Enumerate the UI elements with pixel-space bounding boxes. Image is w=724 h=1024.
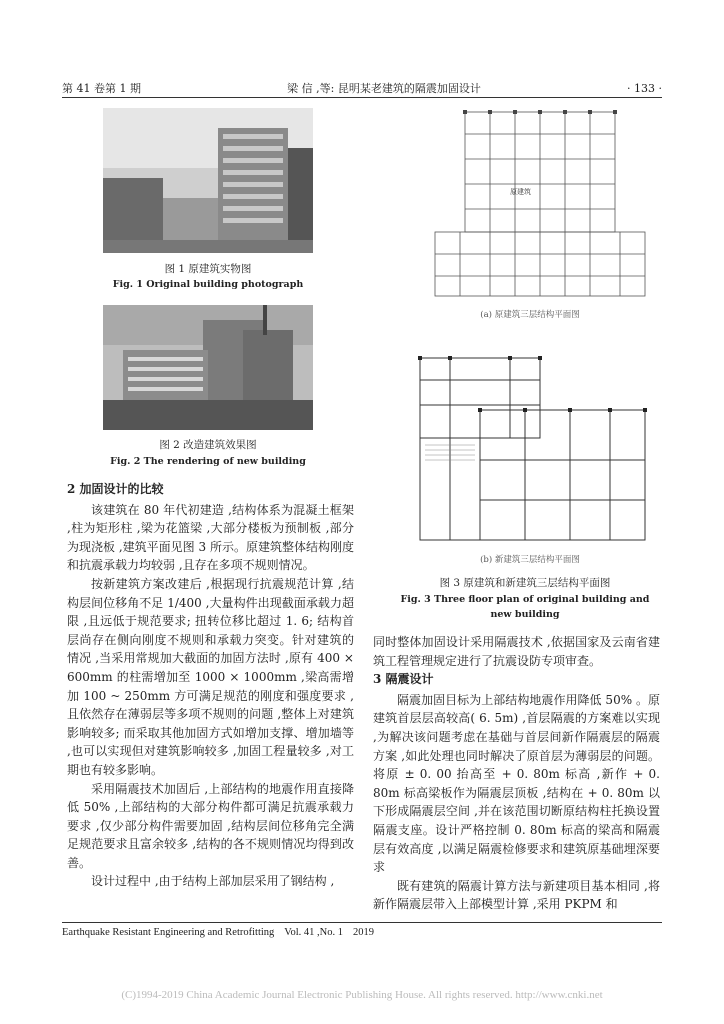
- original-building-photo: [103, 108, 313, 253]
- section-2-paragraph-1: 该建筑在 80 年代初建造 ,结构体系为混凝土框架 ,柱为矩形柱 ,梁为花篮梁 ,大部分楼板为预制板 ,部分为现浇板 ,建筑平面见图 3 所示。原建筑整体结构刚度和抗震承载力均较弱 ,且存在多项不规则情况。: [67, 502, 354, 573]
- article-title-header: 梁 信 ,等: 昆明某老建筑的隔震加固设计: [287, 82, 481, 95]
- figure-3a-plan: [410, 104, 655, 304]
- figure-1-caption-en: Fig. 1 Original building photograph: [112, 279, 304, 290]
- figure-1-photo: [103, 108, 313, 253]
- section-3-paragraph-2: 既有建筑的隔震计算方法与新建项目基本相同 ,将新作隔震层带入上部模型计算 ,采用 PKPM 和: [373, 878, 660, 912]
- section-2-paragraph-3: 采用隔震技术加固后 ,上部结构的地震作用直接降低 50% ,上部结构的大部分构件都可满足抗震承载力要求 ,仅少部分构件需要加固 ,结构层间位移角完全满足规范要求且富余较多 ,结构的各不规则情况均得到改善。: [67, 781, 354, 870]
- section-2-continuation: 同时整体加固设计采用隔震技术 ,依据国家及云南省建筑工程管理规定进行了抗震设防专项审查。: [373, 635, 660, 668]
- figure-3b-plan: [410, 350, 655, 550]
- figure-3-caption-en-1: Fig. 3 Three floor plan of original building and: [400, 594, 650, 605]
- journal-name: Earthquake Resistant Engineering and Retrofitting: [62, 927, 275, 938]
- new-floor-plan-drawing: [410, 350, 655, 550]
- section-2-heading: 2 加固设计的比较: [67, 482, 164, 496]
- figure-2-caption-en: Fig. 2 The rendering of new building: [110, 456, 306, 467]
- figure-3a-label: (a) 原建筑三层结构平面图: [480, 310, 580, 320]
- section-2-paragraph-4: 设计过程中 ,由于结构上部加层采用了钢结构 ,: [91, 874, 335, 889]
- figure-3a-tag: 原建筑: [510, 188, 531, 196]
- section-3-paragraph-1: 隔震加固目标为上部结构地震作用降低 50% 。原建筑首层层高较高( 6. 5m) ,首层隔震的方案难以实现 ,为解决该问题考虑在基础与首层间新作隔震层的隔震方案 ,如此处理也同时解决了原首层为薄弱层的问题。将原 ± 0. 00 抬高至 + 0. 80m 标高 ,新作 + 0. 80m 标高梁板作为隔震层顶板 ,结构在 + 0. 80m 以下形成隔震层空间 ,并在该范围切断原结构柱托换设置隔震支座。设计严格控制 0. 80m 标高的梁高和隔震层有效高度 ,以满足隔震检修要求和建筑原基础埋深要求: [373, 692, 660, 875]
- figure-1-caption-cn: 图 1 原建筑实物图: [164, 263, 252, 275]
- journal-year: 2019: [353, 927, 375, 938]
- section-3-heading: 3 隔震设计: [373, 672, 434, 687]
- figure-3b-label: (b) 新建筑三层结构平面图: [480, 555, 580, 565]
- original-floor-plan-drawing: [410, 104, 655, 304]
- right-column: [373, 633, 660, 914]
- journal-volume: Vol. 41 ,No. 1: [284, 927, 344, 938]
- issue-label: 第 41 卷第 1 期: [62, 82, 141, 95]
- figure-3-caption-en-2: new building: [490, 609, 560, 620]
- new-building-rendering: [103, 305, 313, 430]
- page-number: · 133 ·: [627, 81, 662, 95]
- footer-rule: [62, 922, 662, 923]
- header-rule: [62, 97, 662, 98]
- left-column: [67, 480, 354, 891]
- running-head: [62, 78, 662, 98]
- figure-2-rendering: [103, 305, 313, 430]
- copyright-notice: (C)1994-2019 China Academic Journal Electronic Publishing House. All rights reserved. http://www.cnki.net: [121, 989, 603, 1001]
- section-2-paragraph-2: 按新建筑方案改建后 ,根据现行抗震规范计算 ,结构层间位移角不足 1/400 ,大量构件出现截面承载力超限 ,且远低于规范要求; 扭转位移比超过 1. 6; 结构首层尚存在侧向刚度不规则和承载力突变。针对建筑的情况 ,当采用常规加大截面的加固方法时 ,原有 400 × 600mm 的柱需增加至 1000 × 1000mm ,梁高需增加 100 ~ 250mm 方可满足规范的刚度和强度要求 ,且依然存在薄弱层等多项不规则的问题 ,整体上对建筑影响较多; 而采取其他加固方式如增加支撑、增加墙等 ,也可以实现但对建筑影响较多 ,加固工程量较多 ,对工期也有较多影响。: [67, 576, 354, 777]
- figure-2-caption-cn: 图 2 改造建筑效果图: [159, 439, 257, 451]
- figure-3-caption-cn: 图 3 原建筑和新建筑三层结构平面图: [439, 577, 611, 589]
- journal-footer: [62, 927, 662, 938]
